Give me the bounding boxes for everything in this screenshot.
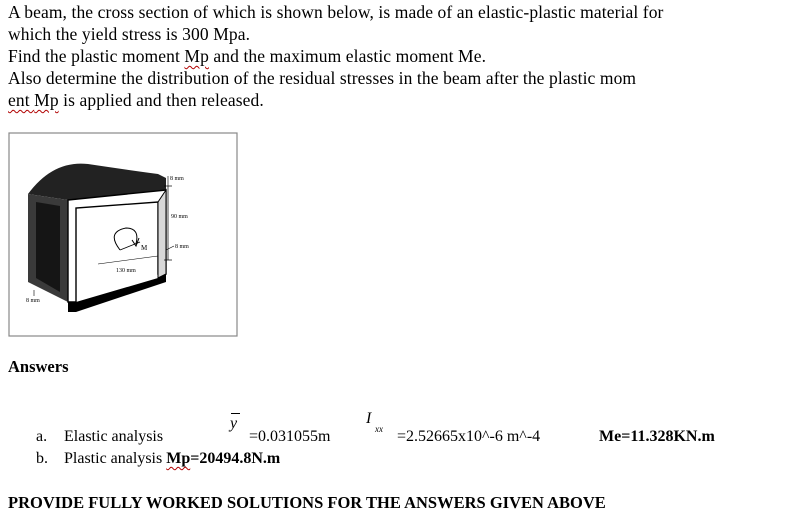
answer-b bbox=[64, 450, 280, 468]
problem-line-3 bbox=[8, 45, 663, 67]
ybar-letter: y bbox=[230, 415, 238, 432]
label-8mm-left: 8 mm bbox=[26, 298, 40, 304]
problem-line-4: Also determine the distribution of the residual stresses in the beam after the plastic mom bbox=[8, 68, 637, 88]
ixx-symbol: I bbox=[366, 410, 372, 427]
beam-left-shade bbox=[36, 202, 60, 292]
problem-statement bbox=[8, 1, 663, 111]
mp-term: Mp bbox=[184, 46, 209, 66]
ybar-value: =0.031055m bbox=[249, 428, 331, 445]
label-90mm: 90 mm bbox=[171, 214, 188, 220]
moment-label: M bbox=[141, 244, 148, 252]
answer-a-marker: a. bbox=[36, 428, 48, 445]
problem-line-2: which the yield stress is 300 Mpa. bbox=[8, 24, 251, 44]
label-130mm: 130 mm bbox=[116, 268, 136, 274]
beam-figure-svg bbox=[8, 132, 238, 337]
ixx-subscript: xx bbox=[375, 424, 383, 434]
beam-cross-section-figure bbox=[8, 132, 238, 337]
answers-heading: Answers bbox=[8, 357, 69, 376]
me-value: Me=11.328KN.m bbox=[599, 428, 715, 445]
instruction-footer: PROVIDE FULLY WORKED SOLUTIONS FOR THE ANSWERS GIVEN ABOVE bbox=[8, 493, 606, 512]
answer-b-mp: Mp bbox=[166, 450, 191, 467]
mp-term: Mp bbox=[34, 90, 59, 110]
problem-line-5 bbox=[8, 89, 663, 111]
problem-line-3-text: Find the plastic moment bbox=[8, 46, 185, 66]
ixx-value: =2.52665x10^-6 m^-4 bbox=[397, 428, 541, 445]
answer-b-label: Plastic analysis bbox=[64, 450, 167, 467]
answer-b-value: =20494.8N.m bbox=[190, 450, 281, 467]
problem-line-5-text: ent bbox=[8, 90, 35, 110]
answer-b-marker: b. bbox=[36, 450, 48, 467]
label-8mm-side: 8 mm bbox=[175, 244, 189, 250]
answer-a-label: Elastic analysis bbox=[64, 428, 164, 445]
problem-line-3-rest: and the maximum elastic moment Me. bbox=[208, 46, 487, 66]
label-8mm-top: 8 mm bbox=[170, 176, 184, 182]
problem-line-1: A beam, the cross section of which is shown below, is made of an elastic-plastic material for bbox=[8, 2, 664, 22]
ybar-symbol bbox=[230, 415, 237, 433]
problem-line-5-rest: is applied and then released. bbox=[58, 90, 264, 110]
ybar-overline bbox=[231, 413, 240, 414]
beam-right-flange bbox=[158, 190, 166, 278]
